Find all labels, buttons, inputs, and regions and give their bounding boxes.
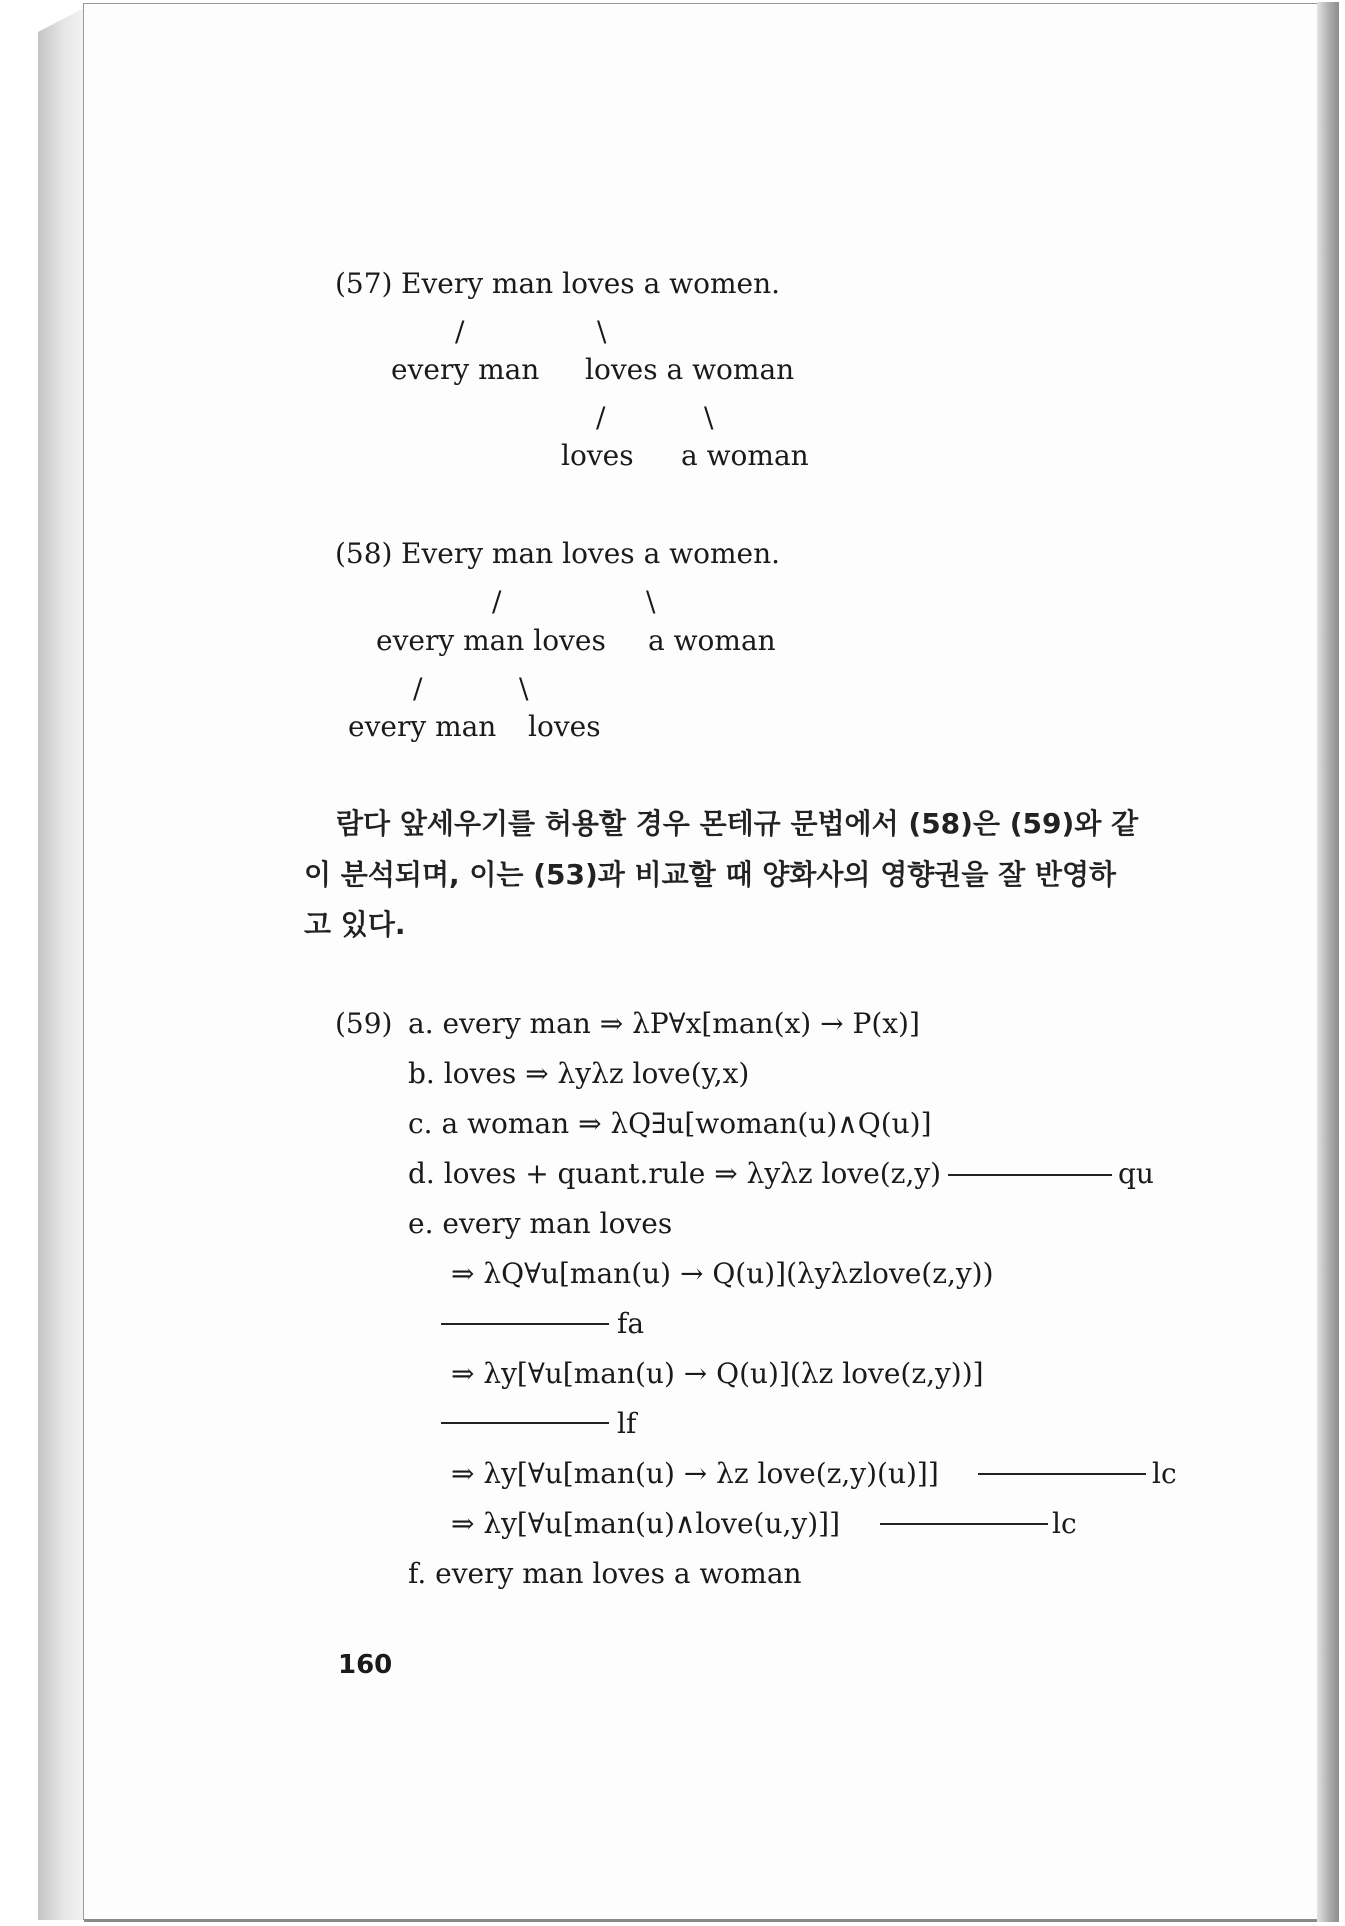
ex57-tree-backslash: \ — [597, 315, 607, 348]
ex58-sentence: Every man loves a women. — [401, 537, 781, 570]
paragraph-line-1: 람다 앞세우기를 허용할 경우 몬테규 문법에서 (58)은 (59)와 같 — [336, 807, 1139, 840]
ex59-e2-rule-line — [441, 1422, 609, 1424]
ex59-e1-rule-label: fa — [617, 1307, 645, 1340]
ex59-line-b: b. loves ⇒ λyλz love(y,x) — [408, 1057, 750, 1090]
ex59-line-e2: ⇒ λy[∀u[man(u) → Q(u)](λz love(z,y))] — [451, 1357, 984, 1390]
ex58-tree-left: every man loves — [376, 624, 606, 657]
ex59-line-a: a. every man ⇒ λP∀x[man(x) → P(x)] — [408, 1007, 920, 1040]
ex58-subtree-slash: / — [413, 672, 423, 705]
ex59-line-e1: ⇒ λQ∀u[man(u) → Q(u)](λyλzlove(z,y)) — [451, 1257, 994, 1290]
ex57-tree-right: loves a woman — [585, 353, 795, 386]
ex59-e1-rule-line — [441, 1323, 609, 1325]
ex59-e4-rule-line — [880, 1523, 1048, 1525]
ex59-d-rule-line — [948, 1174, 1112, 1176]
paragraph-line-2: 이 분석되며, 이는 (53)과 비교할 때 양화사의 영향권을 잘 반영하 — [304, 858, 1117, 891]
ex59-line-e: e. every man loves — [408, 1207, 673, 1240]
ex58-number: (58) — [335, 537, 393, 570]
ex59-number: (59) — [335, 1007, 393, 1040]
ex59-line-d: d. loves + quant.rule ⇒ λyλz love(z,y) — [408, 1157, 942, 1190]
ex58-tree-right: a woman — [648, 624, 776, 657]
ex59-line-f: f. every man loves a woman — [408, 1557, 802, 1590]
ex59-e2-rule-label: lf — [617, 1407, 637, 1440]
ex58-subtree-right: loves — [528, 710, 601, 743]
ex58-tree-slash: / — [492, 585, 502, 618]
ex58-subtree-left: every man — [348, 710, 497, 743]
ex57-tree-slash: / — [455, 315, 465, 348]
ex57-tree-left: every man — [391, 353, 540, 386]
ex59-e3-rule-line — [978, 1473, 1146, 1475]
book-left-edge — [38, 8, 84, 1920]
ex57-sentence: Every man loves a women. — [401, 267, 781, 300]
ex59-line-e3: ⇒ λy[∀u[man(u) → λz love(z,y)(u)]] — [451, 1457, 939, 1490]
page-number: 160 — [338, 1650, 393, 1680]
ex59-e4-rule-label: lc — [1052, 1507, 1077, 1540]
ex57-subtree-backslash: \ — [704, 401, 714, 434]
ex57-subtree-left: loves — [561, 439, 634, 472]
ex59-e3-rule-label: lc — [1152, 1457, 1177, 1490]
ex57-number: (57) — [335, 267, 393, 300]
ex57-subtree-right: a woman — [681, 439, 809, 472]
ex59-line-c: c. a woman ⇒ λQ∃u[woman(u)∧Q(u)] — [408, 1107, 932, 1140]
book-right-edge — [1317, 2, 1339, 1922]
ex58-tree-backslash: \ — [646, 585, 656, 618]
ex58-subtree-backslash: \ — [519, 672, 529, 705]
ex59-line-e4: ⇒ λy[∀u[man(u)∧love(u,y)]] — [451, 1507, 841, 1540]
book-bottom-edge — [84, 1919, 1317, 1922]
ex59-d-rule-label: qu — [1118, 1157, 1154, 1190]
paragraph-line-3: 고 있다. — [304, 908, 406, 941]
ex57-subtree-slash: / — [596, 401, 606, 434]
